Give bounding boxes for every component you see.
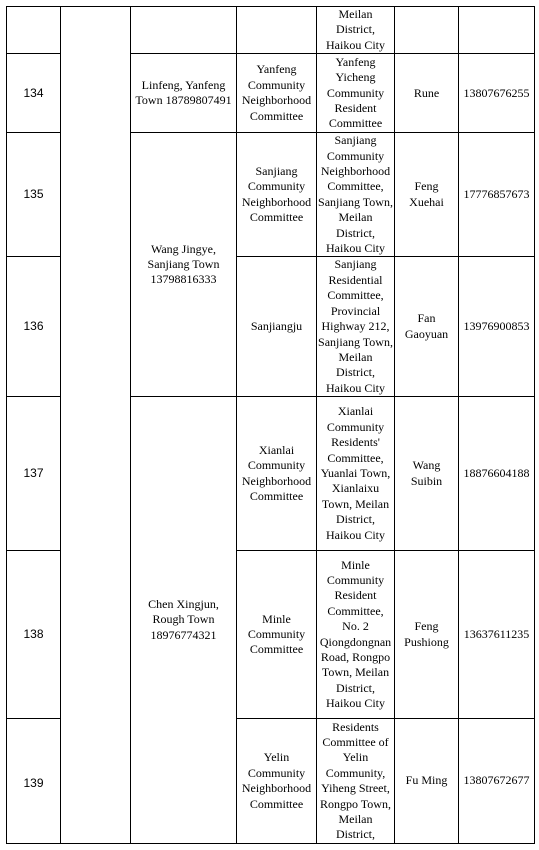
community-name: Yelin Community Neighborhood Committee — [237, 719, 317, 844]
address: Sanjiang Residential Committee, Provincial Highway 212, Sanjiang Town, Meilan District, Haikou City — [318, 257, 393, 395]
phone-number: 17776857673 — [459, 133, 535, 257]
contact-person: Fan Gaoyuan — [395, 257, 459, 397]
address: Xianlai Community Residents' Committee, Yuanlai Town, Xianlaixu Town, Meilan District, Haikou City — [317, 397, 395, 551]
community-name: Yanfeng Community Neighborhood Committee — [237, 54, 317, 133]
township-contact — [131, 7, 237, 54]
table-row — [7, 7, 535, 54]
township-contact-sanjiang: Wang Jingye, Sanjiang Town 13798816333 — [131, 133, 237, 397]
contact-person: Rune — [395, 54, 459, 133]
community-contact-table — [6, 6, 535, 844]
community-name: Sanjiang Community Neighborhood Committee — [237, 133, 317, 257]
address: Sanjiang Community Neighborhood Committee, Sanjiang Town, Meilan District, Haikou City — [318, 133, 393, 256]
phone-number: 13976900853 — [459, 257, 535, 397]
row-number: 134 — [7, 54, 61, 133]
township-contact: Linfeng, Yanfeng Town 18789807491 — [131, 54, 237, 133]
community-name — [237, 7, 317, 54]
row-number — [7, 7, 61, 54]
address: Residents Committee of Yelin Community, Yiheng Street, Rongpo Town, Meilan District, — [317, 719, 395, 844]
contact-person: Feng Pushiong — [395, 551, 459, 719]
township-contact-rough: Chen Xingjun, Rough Town 18976774321 — [131, 397, 237, 844]
address: Minle Community Resident Committee, No. 2 Qiongdongnan Road, Rongpo Town, Meilan District, Haikou City — [317, 551, 395, 719]
contact-person: Fu Ming — [395, 719, 459, 844]
community-name: Xianlai Community Neighborhood Committee — [237, 397, 317, 551]
row-number: 137 — [7, 397, 61, 551]
contact-person: Feng Xuehai — [395, 133, 459, 257]
row-number: 136 — [7, 257, 61, 397]
row-number: 135 — [7, 133, 61, 257]
phone-number: 13807676255 — [459, 54, 535, 133]
community-name: Minle Community Committee — [237, 551, 317, 719]
phone-number — [459, 7, 535, 54]
contact-person: Wang Suibin — [395, 397, 459, 551]
district-merged-cell — [61, 7, 131, 844]
address: Yanfeng Yicheng Community Resident Committee — [317, 54, 395, 133]
address: Meilan District, Haikou City — [317, 7, 395, 54]
phone-number: 13637611235 — [459, 551, 535, 719]
community-name: Sanjiangju — [237, 257, 317, 397]
row-number: 139 — [7, 719, 61, 844]
phone-number: 13807672677 — [459, 719, 535, 844]
phone-number: 18876604188 — [459, 397, 535, 551]
contact-person — [395, 7, 459, 54]
row-number: 138 — [7, 551, 61, 719]
